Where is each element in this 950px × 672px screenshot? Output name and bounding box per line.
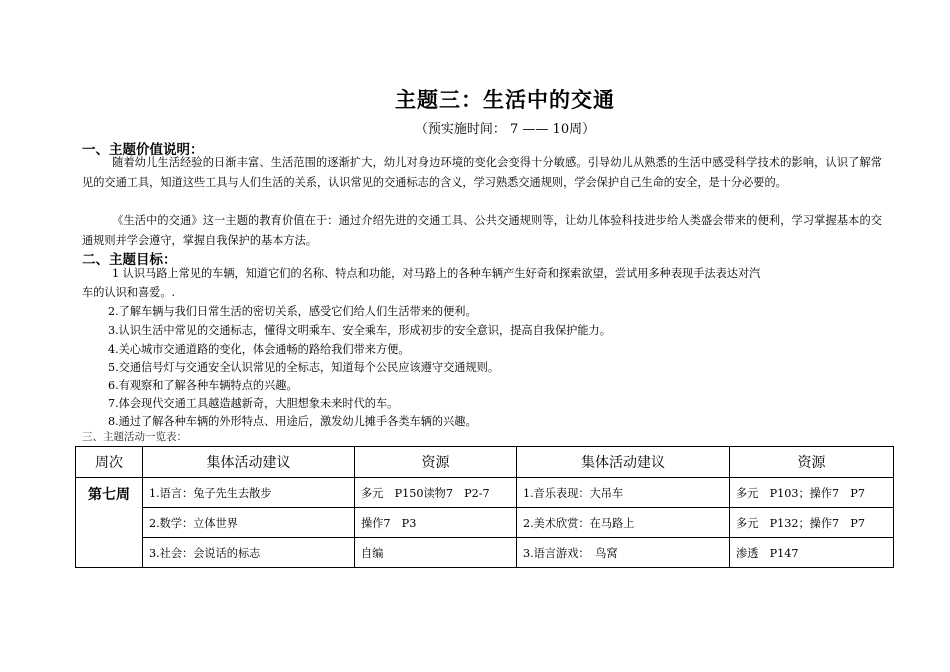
table-cell: 多元 P150读物7 P2-7 (355, 478, 517, 508)
table-cell: 2.美术欣赏：在马路上 (517, 508, 730, 538)
goal-1-line-1: 1 认识马路上常见的车辆，知道它们的名称、特点和功能，对马路上的各种车辆产生好奇和探索欲望，尝试用多种表现手法表达对汽 (112, 267, 761, 280)
section1-heading: 一、主题价值说明： (82, 142, 204, 158)
table-cell: 2.数学：立体世界 (143, 508, 355, 538)
table-row (76, 508, 894, 538)
header-activity-2: 集体活动建议 (517, 447, 730, 478)
header-week: 周次 (76, 447, 143, 478)
goal-1-line-2: 车的认识和喜爱。. (82, 286, 176, 299)
page-subtitle: （预实施时间： 7 —— 10周） (414, 122, 596, 137)
section2-heading: 二、主题目标： (82, 252, 177, 268)
goal-item: 5.交通信号灯与交通安全认识常见的全标志，知道每个公民应该遵守交通规则。 (108, 361, 500, 374)
goal-item: 4.关心城市交通道路的变化，体会通畅的路给我们带来方便。 (108, 343, 410, 356)
goal-item: 8.通过了解各种车辆的外形特点、用途后，激发幼儿摊手各类车辆的兴趣。 (108, 415, 477, 428)
table-cell: 自编 (355, 538, 517, 568)
week-cell: 第七周 (76, 478, 143, 568)
table-cell: 多元 P103；操作7 P7 (730, 478, 894, 508)
activity-table (75, 446, 894, 568)
goal-item: 3.认识生活中常见的交通标志，懂得文明乘车、安全乘车，形成初步的安全意识，提高自我保护能力。 (108, 324, 611, 337)
table-cell: 3.语言游戏： 鸟窝 (517, 538, 730, 568)
header-resource-1: 资源 (355, 447, 517, 478)
header-activity-1: 集体活动建议 (143, 447, 355, 478)
section3-heading: 三、主题活动一览表： (82, 431, 187, 443)
table-header-row (76, 447, 894, 478)
goal-item: 7.体会现代交通工具越造越新奇，大胆想象未来时代的车。 (108, 397, 399, 410)
table-cell: 渗透 P147 (730, 538, 894, 568)
goal-item: 2.了解车辆与我们日常生活的密切关系，感受它们给人们生活带来的便利。 (108, 305, 477, 318)
section1-paragraph-1-text: 随着幼儿生活经验的日渐丰富、生活范围的逐渐扩大，幼儿对身边环境的变化会变得十分敏感。引导幼儿从熟悉的生活中感受科学技术的影响，认识了解常见的交通工具，知道这些工具与人们生活的关系，认识常见的交通标志的含义，学习熟悉交通规则，学会保护自己生命的安全，是十分必要的。 (82, 156, 882, 189)
table-row (76, 538, 894, 568)
table-cell: 3.社会：会说话的标志 (143, 538, 355, 568)
section1-paragraph-1 (82, 153, 882, 192)
table-cell: 1.语言：兔子先生去散步 (143, 478, 355, 508)
section1-paragraph-2-text: 《生活中的交通》这一主题的教育价值在于：通过介绍先进的交通工具、公共交通规则等，让幼儿体验科技进步给人类盛会带来的便利，学习掌握基本的交通规则并学会遵守，掌握自我保护的基本方法。 (82, 214, 882, 247)
table-cell: 操作7 P3 (355, 508, 517, 538)
page-title: 主题三：生活中的交通 (395, 88, 615, 112)
table-row (76, 478, 894, 508)
section1-paragraph-2 (82, 211, 882, 250)
header-resource-2: 资源 (730, 447, 894, 478)
table-cell: 1.音乐表现：大吊车 (517, 478, 730, 508)
table-cell: 多元 P132；操作7 P7 (730, 508, 894, 538)
goal-item: 6.有观察和了解各种车辆特点的兴趣。 (108, 379, 298, 392)
